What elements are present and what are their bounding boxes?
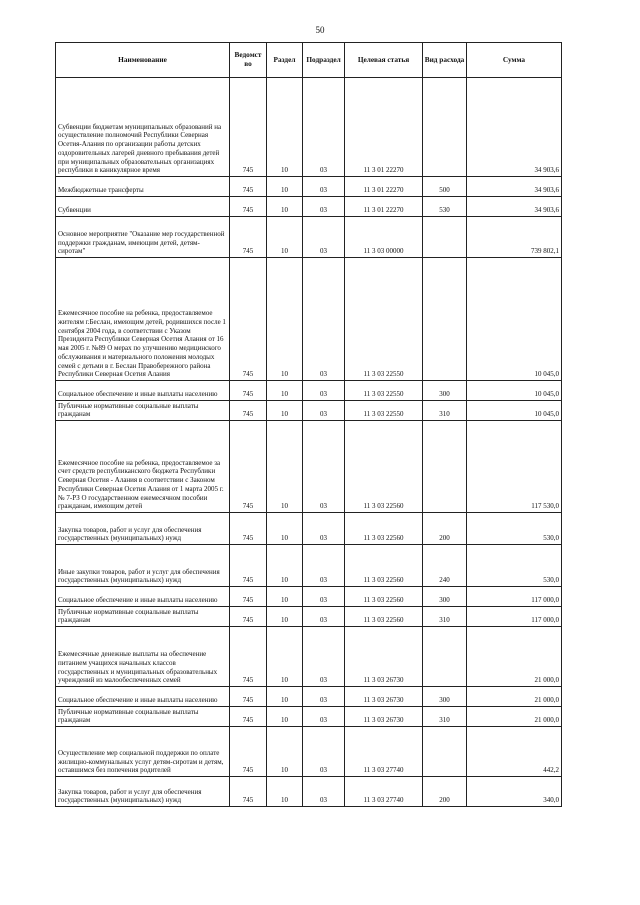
- row-name: Социальное обеспечение и иные выплаты населению: [56, 381, 230, 401]
- row-target: 11 3 01 22270: [345, 177, 423, 197]
- row-section: 10: [267, 687, 303, 707]
- row-target: 11 3 03 22550: [345, 381, 423, 401]
- row-section: 10: [267, 78, 303, 177]
- row-name: Субвенции бюджетам муниципальных образований на осуществление полномочий Республики Северная Осетия-Алания по организации работы детских оздоровительных лагерей дневного пребывания детей при муниципальных образовательных организациях республики в каникулярное время: [56, 78, 230, 177]
- row-subsection: 03: [303, 78, 345, 177]
- row-amount: 10 045,0: [467, 258, 562, 381]
- row-amount: 34 903,6: [467, 177, 562, 197]
- row-department: 745: [230, 258, 267, 381]
- row-target: 11 3 03 22560: [345, 421, 423, 513]
- row-amount: 10 045,0: [467, 381, 562, 401]
- row-department: 745: [230, 707, 267, 727]
- row-section: 10: [267, 381, 303, 401]
- table-row: [56, 197, 562, 217]
- table-row: [56, 627, 562, 687]
- row-expense-type: [423, 627, 467, 687]
- row-department: 745: [230, 587, 267, 607]
- row-expense-type: 200: [423, 513, 467, 545]
- row-subsection: 03: [303, 258, 345, 381]
- table-row: [56, 401, 562, 421]
- row-section: 10: [267, 777, 303, 807]
- row-name: Публичные нормативные социальные выплаты гражданам: [56, 401, 230, 421]
- row-target: 11 3 01 22270: [345, 78, 423, 177]
- table-row: [56, 513, 562, 545]
- row-section: 10: [267, 401, 303, 421]
- header-amount: Сумма: [467, 43, 562, 78]
- row-department: 745: [230, 381, 267, 401]
- header-name: Наименование: [56, 43, 230, 78]
- row-name: Социальное обеспечение и иные выплаты населению: [56, 687, 230, 707]
- row-department: 745: [230, 545, 267, 587]
- row-section: 10: [267, 727, 303, 777]
- header-subsection: Подраздел: [303, 43, 345, 78]
- row-section: 10: [267, 545, 303, 587]
- row-amount: 10 045,0: [467, 401, 562, 421]
- row-target: 11 3 03 22550: [345, 258, 423, 381]
- row-name: Осуществление мер социальной поддержки по оплате жилищно-коммунальных услуг детям-сиротам и детям, оставшимся без попечения родителей: [56, 727, 230, 777]
- row-department: 745: [230, 78, 267, 177]
- row-name: Закупка товаров, работ и услуг для обеспечения государственных (муниципальных) нужд: [56, 513, 230, 545]
- table-row: [56, 421, 562, 513]
- row-amount: 530,0: [467, 513, 562, 545]
- row-amount: 340,0: [467, 777, 562, 807]
- row-amount: 739 802,1: [467, 217, 562, 258]
- table-row: [56, 777, 562, 807]
- row-section: 10: [267, 258, 303, 381]
- row-name: Межбюджетные трансферты: [56, 177, 230, 197]
- row-subsection: 03: [303, 177, 345, 197]
- table-row: [56, 707, 562, 727]
- row-target: 11 3 03 26730: [345, 627, 423, 687]
- row-amount: 21 000,0: [467, 687, 562, 707]
- row-department: 745: [230, 197, 267, 217]
- row-section: 10: [267, 513, 303, 545]
- row-subsection: 03: [303, 421, 345, 513]
- row-name: Иные закупки товаров, работ и услуг для обеспечения государственных (муниципальных) нужд: [56, 545, 230, 587]
- row-subsection: 03: [303, 545, 345, 587]
- row-target: 11 3 03 27740: [345, 727, 423, 777]
- row-expense-type: [423, 217, 467, 258]
- row-department: 745: [230, 421, 267, 513]
- row-amount: 21 000,0: [467, 707, 562, 727]
- row-expense-type: [423, 78, 467, 177]
- row-department: 745: [230, 727, 267, 777]
- row-expense-type: 300: [423, 381, 467, 401]
- row-department: 745: [230, 217, 267, 258]
- table-row: [56, 381, 562, 401]
- row-expense-type: 310: [423, 607, 467, 627]
- row-expense-type: [423, 421, 467, 513]
- table-row: [56, 727, 562, 777]
- table-row: [56, 177, 562, 197]
- row-name: Социальное обеспечение и иные выплаты населению: [56, 587, 230, 607]
- row-target: 11 3 03 00000: [345, 217, 423, 258]
- header-department: Ведомст во: [230, 43, 267, 78]
- row-subsection: 03: [303, 381, 345, 401]
- row-section: 10: [267, 197, 303, 217]
- table-row: [56, 217, 562, 258]
- row-section: 10: [267, 587, 303, 607]
- row-name: Основное мероприятие "Оказание мер государственной поддержки гражданам, имеющим детей, детям-сиротам": [56, 217, 230, 258]
- row-name: Публичные нормативные социальные выплаты гражданам: [56, 607, 230, 627]
- row-amount: 442,2: [467, 727, 562, 777]
- table-row: [56, 78, 562, 177]
- row-department: 745: [230, 627, 267, 687]
- row-department: 745: [230, 401, 267, 421]
- table-row: [56, 687, 562, 707]
- row-section: 10: [267, 707, 303, 727]
- header-row: [56, 43, 562, 78]
- page-number: 50: [315, 25, 325, 35]
- row-section: 10: [267, 627, 303, 687]
- row-amount: 117 530,0: [467, 421, 562, 513]
- row-name: Субвенции: [56, 197, 230, 217]
- row-expense-type: 530: [423, 197, 467, 217]
- table-row: [56, 545, 562, 587]
- row-section: 10: [267, 421, 303, 513]
- row-expense-type: 500: [423, 177, 467, 197]
- row-subsection: 03: [303, 707, 345, 727]
- table-row: [56, 587, 562, 607]
- row-amount: 21 000,0: [467, 627, 562, 687]
- row-name: Ежемесячные денежные выплаты на обеспечение питанием учащихся начальных классов государственных и муниципальных образовательных учреждений из малообеспеченных семей: [56, 627, 230, 687]
- row-expense-type: 310: [423, 707, 467, 727]
- header-expense-type: Вид расхода: [423, 43, 467, 78]
- row-target: 11 3 01 22270: [345, 197, 423, 217]
- row-amount: 34 903,6: [467, 78, 562, 177]
- row-section: 10: [267, 607, 303, 627]
- row-subsection: 03: [303, 513, 345, 545]
- row-expense-type: 300: [423, 687, 467, 707]
- row-target: 11 3 03 22560: [345, 587, 423, 607]
- row-expense-type: [423, 727, 467, 777]
- row-name: Ежемесячное пособие на ребенка, предоставляемое за счет средств республиканского бюджета Республики Северная Осетия - Алания в соответствии с Законом Республики Северная Осетия Алания от 1 марта 2005 г. № 7-РЗ О государственном ежемесячном пособии гражданам, имеющим детей: [56, 421, 230, 513]
- row-department: 745: [230, 687, 267, 707]
- row-department: 745: [230, 513, 267, 545]
- row-subsection: 03: [303, 587, 345, 607]
- row-target: 11 3 03 26730: [345, 707, 423, 727]
- row-section: 10: [267, 217, 303, 258]
- row-amount: 34 903,6: [467, 197, 562, 217]
- row-name: Ежемесячное пособие на ребенка, предоставляемое жителям г.Беслан, имеющим детей, родившихся после 1 сентября 2004 года, в соответствии с Указом Президента Республики Северная Осетия Алания от 16 мая 2005 г. №89 О мерах по улучшению медицинского обслуживания и материального положения молодых семей с детьми в г. Беслан Правобережного района Республики Северная Осетия Алания: [56, 258, 230, 381]
- row-expense-type: 300: [423, 587, 467, 607]
- row-name: Закупка товаров, работ и услуг для обеспечения государственных (муниципальных) нужд: [56, 777, 230, 807]
- row-expense-type: 240: [423, 545, 467, 587]
- row-target: 11 3 03 22560: [345, 545, 423, 587]
- row-subsection: 03: [303, 727, 345, 777]
- row-subsection: 03: [303, 777, 345, 807]
- header-section: Раздел: [267, 43, 303, 78]
- row-department: 745: [230, 777, 267, 807]
- row-subsection: 03: [303, 687, 345, 707]
- row-subsection: 03: [303, 401, 345, 421]
- row-department: 745: [230, 607, 267, 627]
- row-target: 11 3 03 27740: [345, 777, 423, 807]
- row-expense-type: [423, 258, 467, 381]
- row-subsection: 03: [303, 627, 345, 687]
- row-target: 11 3 03 22550: [345, 401, 423, 421]
- row-section: 10: [267, 177, 303, 197]
- row-target: 11 3 03 22560: [345, 607, 423, 627]
- row-target: 11 3 03 22560: [345, 513, 423, 545]
- row-subsection: 03: [303, 217, 345, 258]
- budget-table: [55, 42, 562, 807]
- table-row: [56, 258, 562, 381]
- row-name: Публичные нормативные социальные выплаты гражданам: [56, 707, 230, 727]
- row-amount: 530,0: [467, 545, 562, 587]
- header-target: Целевая статья: [345, 43, 423, 78]
- row-amount: 117 000,0: [467, 607, 562, 627]
- row-department: 745: [230, 177, 267, 197]
- row-expense-type: 310: [423, 401, 467, 421]
- row-subsection: 03: [303, 607, 345, 627]
- row-subsection: 03: [303, 197, 345, 217]
- table-row: [56, 607, 562, 627]
- row-amount: 117 000,0: [467, 587, 562, 607]
- row-expense-type: 200: [423, 777, 467, 807]
- row-target: 11 3 03 26730: [345, 687, 423, 707]
